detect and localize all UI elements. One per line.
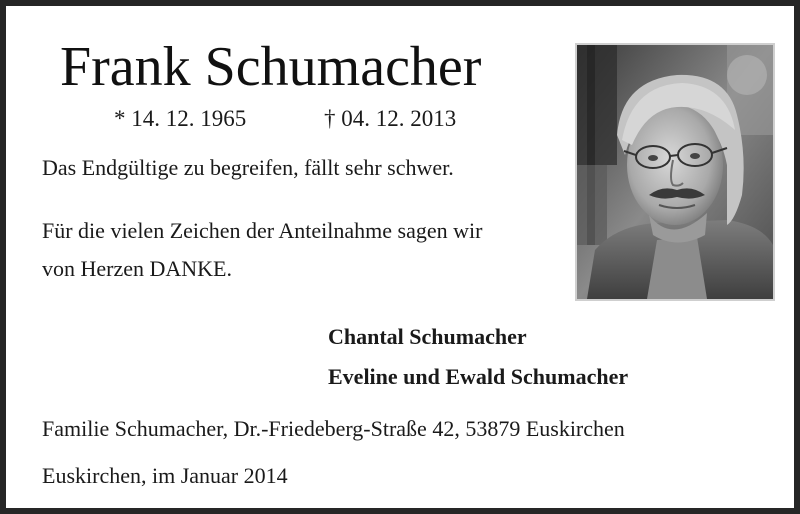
place-and-date: Euskirchen, im Januar 2014	[42, 463, 288, 488]
portrait-photo	[575, 43, 775, 301]
family-address: Familie Schumacher, Dr.-Friedeberg-Straße 42, 53879 Euskirchen	[42, 416, 625, 441]
death-date: † 04. 12. 2013	[324, 106, 457, 131]
birth-date: * 14. 12. 1965	[114, 106, 247, 131]
deceased-name: Frank Schumacher	[60, 36, 482, 98]
signatory-2: Eveline und Ewald Schumacher	[328, 364, 629, 389]
thanks-line-1: Für die vielen Zeichen der Anteilnahme sagen wir	[42, 218, 483, 243]
grief-line: Das Endgültige zu begreifen, fällt sehr schwer.	[42, 155, 454, 180]
signatory-1: Chantal Schumacher	[328, 324, 527, 349]
thanks-line-2: von Herzen DANKE.	[42, 256, 232, 281]
